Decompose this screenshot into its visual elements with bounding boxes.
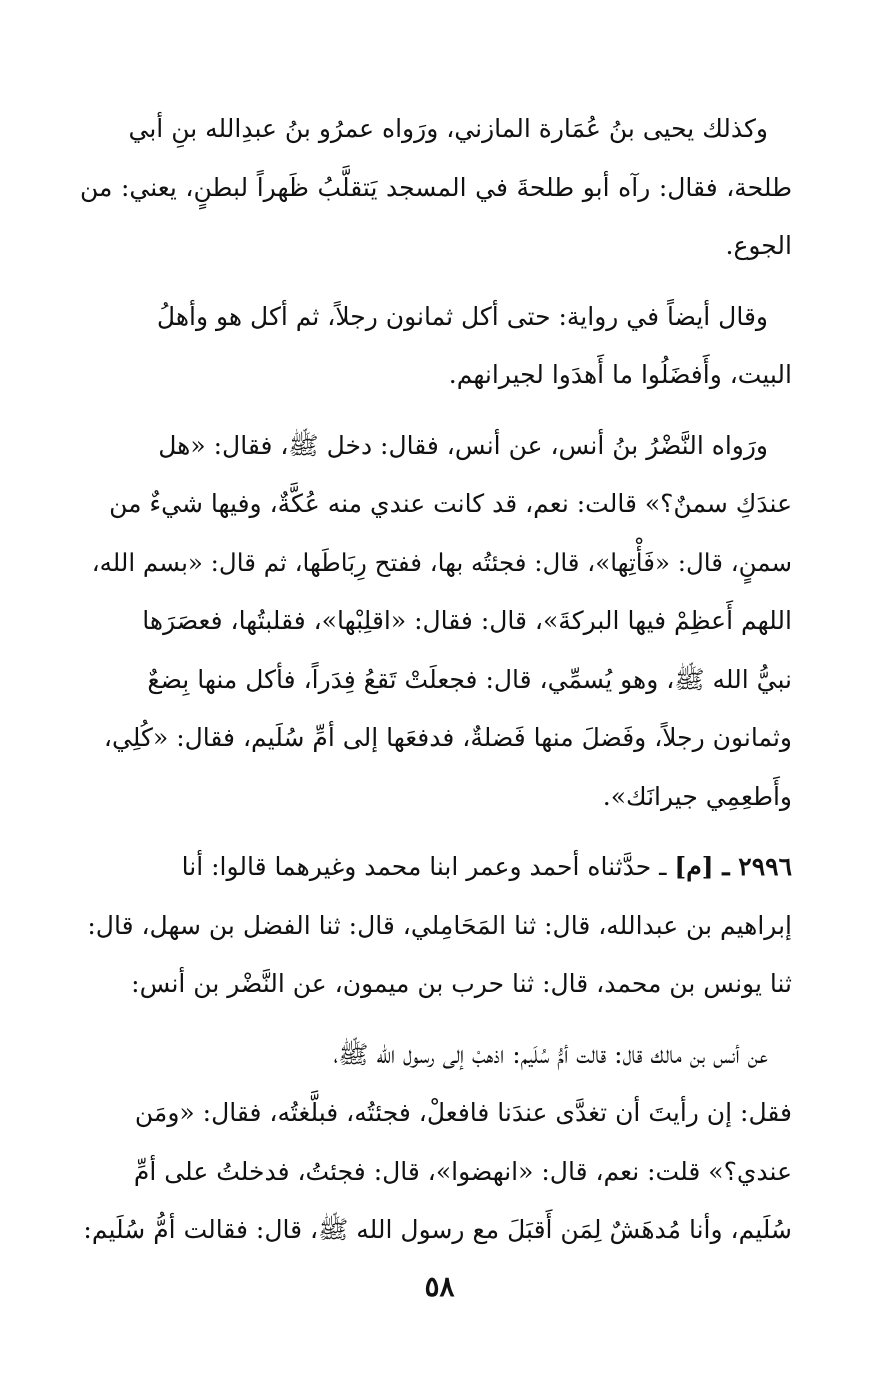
text-line: عن أنس بن مالك قال: قالت أمُّ سُلَيم: اذهبْ إلى رسول الله ﷺ، — [333, 1039, 768, 1069]
page-body — [80, 100, 792, 1260]
text-line: فقل: إن رأيتَ أن تغدَّى عندَنا فافعلْ، فجئتُه، فبلَّغتُه، فقال: «ومَن — [134, 1098, 792, 1127]
text-line: عندَكِ سمنٌ؟» قالت: نعم، قد كانت عندي منه عُكَّةٌ، وفيها شيءٌ من — [109, 489, 792, 518]
text-line: سُلَيم، وأنا مُدهَشٌ لِمَن أَقبَلَ مع رسول الله ﷺ، قال: فقالت أمُّ سُلَيم: — [83, 1215, 792, 1244]
text-line: ورَواه النَّضْرُ بنُ أنس، عن أنس، فقال: دخل ﷺ، فقال: «هل — [158, 430, 768, 460]
paragraph-1 — [80, 100, 792, 276]
hadith-number: ٢٩٩٦ ـ [م] — [674, 852, 792, 881]
text-line: عندي؟» قلت: نعم، قال: «انهضوا»، قال: فجئتُ، فدخلتُ على أمِّ — [133, 1156, 792, 1186]
paragraph-5 — [80, 1026, 792, 1260]
text-line: وكذلك يحيى بنُ عُمَارة المازني، ورَواه عمرُو بنُ عبدِالله بنِ أبي — [128, 114, 768, 143]
text-line: الجوع. — [725, 231, 792, 260]
page-number: ٥٨ — [424, 1270, 455, 1303]
text-line: سمنٍ، قال: «فَأْتِها»، قال: فجئتُه بها، ففتح رِبَاطَها، ثم قال: «بسم الله، — [91, 547, 792, 577]
text-line: نبيُّ الله ﷺ، وهو يُسمِّي، قال: فجعلَتْ تَقعُ فِدَراً، فأكل منها بِضعٌ — [147, 664, 792, 694]
paragraph-3 — [80, 417, 792, 827]
text-line: وقال أيضاً في رواية: حتى أكل ثمانون رجلاً، ثم أكل هو وأهلُ — [156, 301, 768, 331]
text-line: وأَطعِمِي جيرانَك». — [602, 781, 792, 811]
text-line: ثنا يونس بن محمد، قال: ثنا حرب بن ميمون، عن النَّضْر بن أنس: — [131, 969, 792, 998]
text-line-content: ـ حدَّثناه أحمد وعمر ابنا محمد وغيرهما قالوا: أنا — [181, 852, 675, 881]
text-line: اللهم أَعظِمْ فيها البركةَ»، قال: فقال: «اقلِبْها»، فقلبتُها، فعصَرَها — [142, 606, 792, 635]
text-line: البيت، وأَفضَلُوا ما أَهدَوا لجيرانهم. — [448, 360, 792, 389]
text-line: إبراهيم بن عبدالله، قال: ثنا المَحَامِلي، قال: ثنا الفضل بن سهل، قال: — [87, 910, 792, 940]
text-line: طلحة، فقال: رآه أبو طلحةَ في المسجد يَتقلَّبُ ظَهراً لبطنٍ، يعني: من — [80, 172, 792, 202]
text-line — [80, 838, 792, 897]
text-line: وثمانون رجلاً، وفَضلَ منها فَضلةٌ، فدفعَها إلى أمِّ سُلَيم، فقال: «كُلِي، — [103, 723, 792, 752]
paragraph-2 — [80, 288, 792, 405]
paragraph-4 — [80, 838, 792, 1014]
